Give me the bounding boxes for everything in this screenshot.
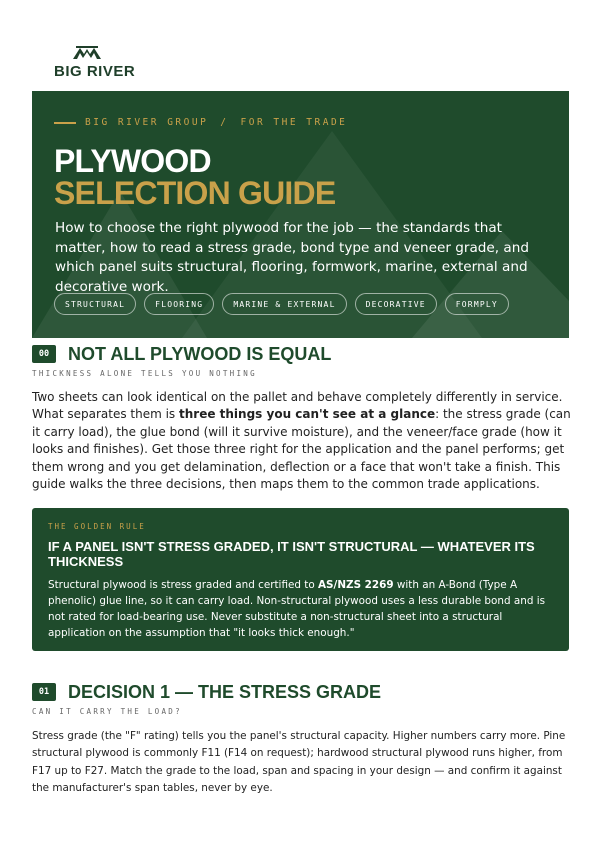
brand-name: BIG RIVER — [54, 63, 136, 80]
hero-banner — [32, 91, 569, 338]
section-number-badge: 00 — [32, 345, 56, 363]
section-title: NOT ALL PLYWOOD IS EQUAL — [68, 344, 332, 364]
chip-formply[interactable]: FORMPLY — [445, 293, 509, 315]
hero-description: How to choose the right plywood for the job — the standards that matter, how to read a stress grade, bond type and veneer grade, and which panel suits structural, flooring, formwork, marine, external and decorative work. — [55, 220, 529, 295]
hero-title-line1: PLYWOOD — [54, 143, 211, 179]
section-body — [32, 389, 572, 493]
application-chips — [54, 293, 509, 315]
golden-rule-callout — [32, 508, 569, 651]
standard-reference: AS/NZS 2269 — [318, 579, 394, 591]
eyebrow-rule — [54, 122, 76, 124]
brand-logo[interactable] — [54, 46, 134, 80]
section-title: DECISION 1 — THE STRESS GRADE — [68, 682, 382, 702]
chip-marine-external[interactable]: MARINE & EXTERNAL — [222, 293, 346, 315]
river-peaks-icon — [73, 46, 101, 60]
section-number-badge: 01 — [32, 683, 56, 701]
body-text: : the stress grade (can it carry load), the glue bond (will it survive moisture), and the veneer/face grade (how it looks and finishes). Get those three right for the application and the panel performs; get them wrong and you get delamination, deflection or a face that won't take a finish. This guide walks the three decisions, then maps them to the common trade applications. — [32, 407, 571, 492]
callout-eyebrow: THE GOLDEN RULE — [48, 522, 146, 531]
chip-structural[interactable]: STRUCTURAL — [54, 293, 136, 315]
section-subtitle: THICKNESS ALONE TELLS YOU NOTHING — [32, 369, 257, 378]
section-body: Stress grade (the "F" rating) tells you the panel's structural capacity. Higher numbers carry more. Pine structural plywood is commonly F11 (F14 on request); hardwood structural plywood runs higher, from F17 up to F27. Match the grade to the load, span and spacing in your design — and confirm it against the manufacturer's span tables, never by eye. — [32, 730, 566, 795]
callout-body — [48, 577, 556, 641]
chip-flooring[interactable]: FLOORING — [144, 293, 214, 315]
body-emphasis: three things you can't see at a glance — [179, 407, 436, 422]
eyebrow-audience: FOR THE TRADE — [240, 117, 348, 128]
callout-text: with an A-Bond (Type A phenolic) glue line, so it can carry load. Non-structural plywood uses a less durable bond and is not rated for load-bearing use. Never substitute a non-structural sheet into a structural application on the assumption that "it looks thick enough." — [48, 579, 546, 639]
hero-eyebrow — [54, 117, 347, 128]
eyebrow-group: BIG RIVER GROUP — [85, 117, 209, 128]
eyebrow-separator: / — [220, 117, 229, 128]
body-text: Two sheets can look identical on the pallet and behave completely differently in service. What separates them is — [32, 390, 563, 422]
callout-text: Structural plywood is stress graded and certified to — [48, 579, 319, 591]
chip-decorative[interactable]: DECORATIVE — [355, 293, 437, 315]
callout-title: IF A PANEL ISN'T STRESS GRADED, IT ISN'T STRUCTURAL — WHATEVER ITS THICKNESS — [48, 539, 535, 569]
section-subtitle: CAN IT CARRY THE LOAD? — [32, 707, 182, 716]
hero-title-line2: SELECTION GUIDE — [54, 175, 336, 211]
